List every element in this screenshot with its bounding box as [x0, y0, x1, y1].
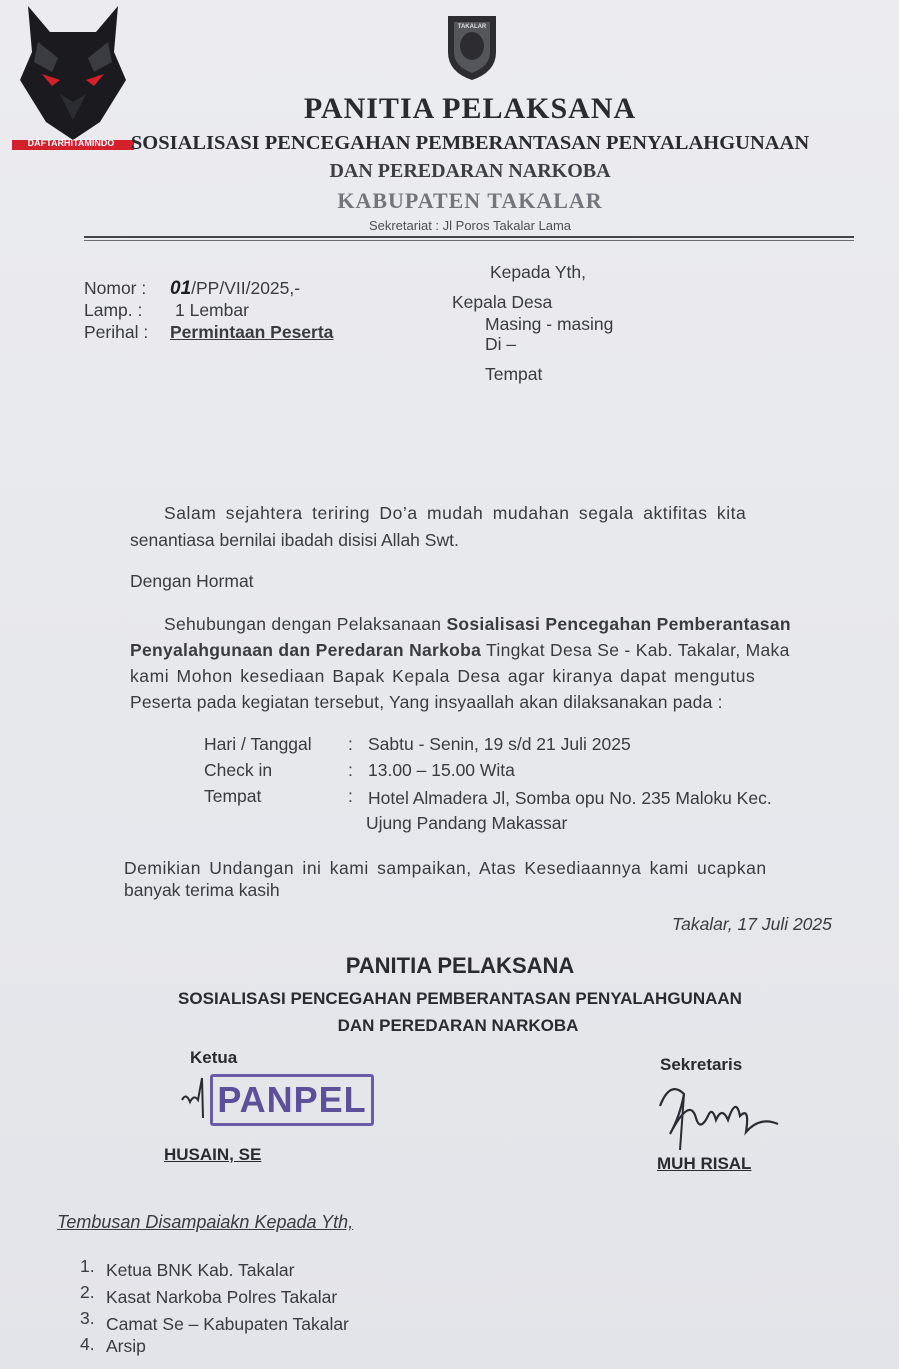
detail-value-place-extra: Ujung Pandang Makassar — [366, 813, 568, 833]
cc-title: Tembusan Disampaiakn Kepada Yth, — [57, 1212, 354, 1232]
letter-date: Takalar, 17 Juli 2025 — [672, 914, 832, 934]
sekretaris-name: MUH RISAL — [657, 1154, 752, 1173]
paragraph-3-line4: Peserta pada kegiatan tersebut, Yang insyaallah akan dilaksanakan pada : — [130, 692, 723, 712]
cc-item-3: Camat Se – Kabupaten Takalar — [106, 1314, 349, 1334]
paragraph-1-line1: Salam sejahtera teriring Do’a mudah mudahan segala aktifitas kita — [164, 503, 747, 523]
cc-number-4: 4. — [80, 1334, 95, 1354]
nomor-label: Nomor : — [84, 278, 147, 298]
p3-pre: Sehubungan dengan Pelaksanaan — [164, 614, 447, 634]
recipient-greeting: Kepada Yth, — [490, 262, 587, 282]
recipient-to: Kepala Desa — [452, 292, 553, 312]
header-line3: KABUPATEN TAKALAR — [337, 188, 603, 213]
regency-seal-icon — [440, 8, 504, 82]
recipient-di: Di – — [485, 334, 517, 354]
letterhead-divider-thin — [84, 240, 854, 241]
logo-caption: DAFTARHITAMINDO — [27, 138, 115, 148]
signature-title: PANITIA PELAKSANA — [345, 953, 575, 978]
letterhead-divider — [84, 236, 854, 238]
closing-line2: banyak terima kasih — [124, 880, 280, 900]
cc-number-1: 1. — [80, 1256, 95, 1276]
wolf-logo-icon — [8, 2, 138, 150]
header-address: Sekretariat : Jl Poros Takalar Lama — [368, 218, 572, 233]
cc-number-3: 3. — [80, 1308, 95, 1328]
detail-colon-checkin: : — [348, 760, 353, 780]
panpel-stamp: PANPEL — [210, 1074, 374, 1126]
recipient-to2: Masing - masing — [485, 314, 614, 334]
detail-value-date: Sabtu - Senin, 19 s/d 21 Juli 2025 — [368, 734, 631, 754]
paragraph-3-line3: kami Mohon kesediaan Bapak Kepala Desa agar kiranya dapat mengutus — [130, 666, 756, 686]
detail-label-checkin: Check in — [204, 760, 273, 780]
paragraph-1-line2: senantiasa bernilai ibadah disisi Allah Swt. — [130, 530, 459, 550]
cc-item-2: Kasat Narkoba Polres Takalar — [106, 1287, 338, 1307]
detail-colon-date: : — [348, 734, 353, 754]
nomor-value — [170, 278, 300, 300]
recipient-place: Tempat — [485, 364, 543, 384]
p3-bold1: Sosialisasi Pencegahan Pemberantasan — [446, 614, 791, 634]
header-line1: SOSIALISASI PENCEGAHAN PEMBERANTASAN PENYALAHGUNAAN — [130, 132, 810, 154]
sekretaris-signature-icon — [650, 1076, 790, 1156]
signature-line1: SOSIALISASI PENCEGAHAN PEMBERANTASAN PENYALAHGUNAAN — [178, 989, 742, 1008]
cc-number-2: 2. — [80, 1282, 95, 1302]
detail-colon-place: : — [348, 786, 353, 806]
lamp-value: 1 Lembar — [175, 300, 249, 320]
ketua-name: HUSAIN, SE — [164, 1145, 262, 1164]
nomor-suffix: /PP/VII/2025,- — [191, 278, 301, 298]
cc-item-4: Arsip — [106, 1336, 146, 1356]
detail-value-place: Hotel Almadera Jl, Somba opu No. 235 Maloku Kec. — [368, 788, 772, 808]
detail-value-checkin: 13.00 – 15.00 Wita — [368, 760, 515, 780]
signature-line2: DAN PEREDARAN NARKOBA — [337, 1016, 579, 1035]
header-title: PANITIA PELAKSANA — [303, 92, 637, 125]
paragraph-3-line1 — [164, 614, 791, 635]
perihal-value: Permintaan Peserta — [170, 322, 334, 342]
paragraph-3-line2 — [130, 640, 790, 661]
lamp-label: Lamp. : — [84, 300, 143, 320]
seal-text: TAKALAR — [457, 24, 487, 30]
ketua-label: Ketua — [190, 1048, 238, 1067]
cc-item-1: Ketua BNK Kab. Takalar — [106, 1260, 295, 1280]
detail-label-place: Tempat — [204, 786, 262, 806]
header-line2: DAN PEREDARAN NARKOBA — [329, 160, 611, 182]
p3-rest1: Tingkat Desa Se - Kab. Takalar, Maka — [481, 640, 790, 660]
detail-label-date: Hari / Tanggal — [204, 734, 312, 754]
sekretaris-label: Sekretaris — [660, 1055, 743, 1074]
closing-line1: Demikian Undangan ini kami sampaikan, Atas Kesediaannya kami ucapkan — [124, 858, 767, 878]
nomor-number: 01 — [170, 278, 192, 299]
p3-bold2: Penyalahgunaan dan Peredaran Narkoba — [130, 640, 482, 660]
perihal-label: Perihal : — [84, 322, 149, 342]
salutation: Dengan Hormat — [130, 571, 254, 591]
